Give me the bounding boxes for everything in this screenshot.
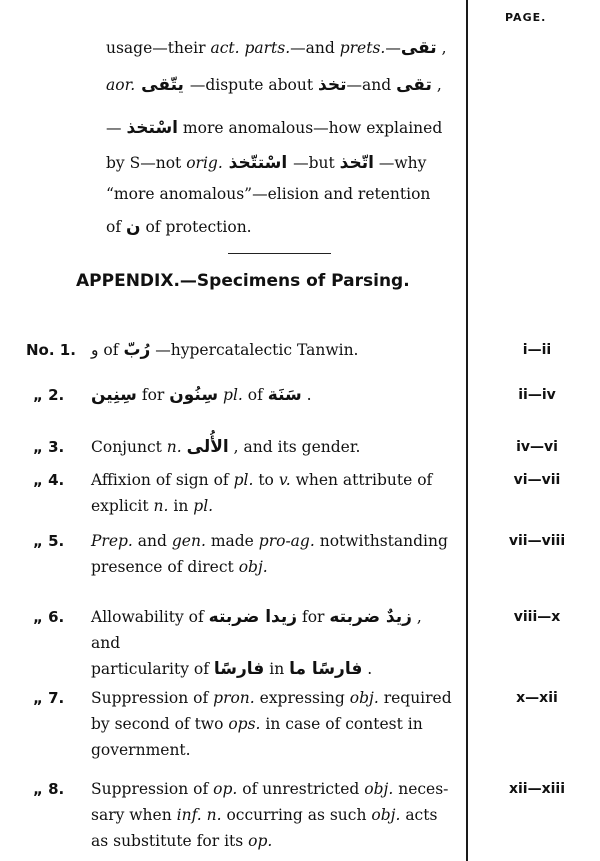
text-run: usage—their: [106, 39, 211, 57]
italic-run: obj.: [238, 558, 268, 576]
page-range: vi—vii: [513, 472, 561, 488]
text-run: government.: [91, 741, 191, 759]
continuation-line-6: [106, 217, 252, 237]
italic-run: pro-ag.: [258, 532, 315, 550]
italic-run: op.: [248, 832, 273, 850]
italic-run: n.: [166, 438, 182, 456]
entry-number: „ 6.: [33, 608, 65, 626]
text-run: for: [297, 608, 330, 626]
entry-text: [91, 467, 455, 519]
page-range: x—xii: [516, 690, 558, 706]
entry-text-line: [91, 802, 455, 828]
italic-run: obj.: [371, 806, 401, 824]
entry-number: „ 7.: [33, 689, 65, 707]
text-run: to: [253, 471, 279, 489]
italic-run: pl.: [223, 386, 243, 404]
italic-run: ops.: [228, 715, 261, 733]
entry-text-line: [91, 493, 455, 519]
entry-text: [91, 382, 455, 408]
arabic-letter: ن: [126, 217, 141, 237]
page-column-header: PAGE.: [505, 11, 547, 24]
arabic-word: رُبّ: [123, 340, 151, 360]
text-run: Suppression of: [91, 689, 214, 707]
text-run: of: [242, 386, 268, 404]
continuation-line-1: [106, 38, 447, 58]
entry-text-line: [91, 382, 455, 408]
entry-number: „ 3.: [33, 438, 65, 456]
italic-run: orig.: [186, 154, 223, 172]
page-range: viii—x: [513, 609, 561, 625]
text-run: —and: [290, 39, 340, 57]
italic-run: v.: [278, 471, 291, 489]
text-run: of protection.: [140, 218, 252, 236]
text-run: , and: [91, 608, 422, 652]
entry-text-line: [91, 656, 455, 682]
page-range: iv—vi: [516, 439, 558, 455]
text-run: .: [301, 386, 312, 404]
page-range: i—ii: [522, 342, 552, 358]
entry-text-line: [91, 467, 455, 493]
entry-number: „ 4.: [33, 471, 65, 489]
text-run: by S—not: [106, 154, 187, 172]
arabic-word: زيدٌ ضربته: [329, 607, 412, 627]
text-run: made: [205, 532, 259, 550]
entry-text: [91, 337, 455, 363]
italic-run: pron.: [213, 689, 255, 707]
italic-run: act. parts.: [210, 39, 291, 57]
arabic-word: سِنِين: [91, 385, 137, 405]
entry-text-line: [91, 685, 455, 711]
text-run: Allowability of: [91, 608, 209, 626]
text-run: —: [106, 119, 127, 137]
italic-run: n.: [153, 497, 169, 515]
entry-text-line: [91, 828, 455, 854]
italic-run: aor.: [106, 76, 136, 94]
arabic-word: فارسًا ما: [289, 659, 363, 679]
entry-text-line: [91, 528, 455, 554]
italic-run: obj.: [364, 780, 394, 798]
italic-run: op.: [213, 780, 238, 798]
text-run: in: [168, 497, 194, 515]
text-run: neces-: [393, 780, 449, 798]
continuation-line-4: [106, 153, 426, 173]
text-run: in: [264, 660, 290, 678]
arabic-word: تقى: [396, 75, 432, 95]
page-range: xii—xiii: [508, 781, 566, 797]
italic-run: obj.: [349, 689, 379, 707]
entry-number: „ 5.: [33, 532, 65, 550]
text-run: sary when: [91, 806, 177, 824]
entry-number: „ 8.: [33, 780, 65, 798]
arabic-word: تقى: [400, 38, 437, 58]
text-run: —hypercatalectic Tanwin.: [150, 341, 359, 359]
arabic-word: سِنُون: [169, 385, 219, 405]
text-run: when attribute of: [290, 471, 433, 489]
entry-text: [91, 685, 455, 763]
arabic-word: اتّخذ: [339, 153, 374, 173]
arabic-word: الأُلى: [186, 437, 229, 457]
text-run: and: [132, 532, 172, 550]
arabic-word: زيدا ضربته: [208, 607, 298, 627]
italic-run: pl.: [233, 471, 254, 489]
arabic-word: اسْتخذ: [126, 118, 178, 138]
italic-run: gen.: [171, 532, 206, 550]
entry-text-line: [91, 711, 455, 737]
entry-text-line: [91, 434, 455, 460]
text-run: .: [362, 660, 373, 678]
italic-run: prets.: [339, 39, 386, 57]
arabic-word: فارسًا: [213, 659, 265, 679]
text-run: occurring as such: [221, 806, 372, 824]
entry-text-line: [91, 604, 455, 656]
arabic-word: يتّقى: [135, 75, 190, 95]
text-run: , and its gender.: [228, 438, 361, 456]
italic-run: Prep.: [91, 532, 133, 550]
text-run: —but: [293, 154, 340, 172]
text-run: Suppression of: [91, 780, 214, 798]
text-run: required: [378, 689, 452, 707]
text-run: Affixion of sign of: [91, 471, 234, 489]
text-run: —why: [373, 154, 427, 172]
text-run: acts: [400, 806, 438, 824]
entry-number: No. 1.: [26, 341, 76, 359]
entry-text: [91, 776, 455, 854]
text-run: —: [385, 39, 401, 57]
text-run: —and: [346, 76, 397, 94]
entry-text: [91, 434, 455, 460]
arabic-word: سَنَة: [267, 385, 302, 405]
text-run: explicit: [91, 497, 154, 515]
text-run: of: [106, 218, 126, 236]
page-range: ii—iv: [518, 387, 556, 403]
section-divider: [228, 253, 331, 254]
page-range: vii—viii: [508, 533, 566, 549]
entry-number: „ 2.: [33, 386, 65, 404]
entry-text-line: [91, 737, 455, 763]
text-run: ,: [436, 39, 447, 57]
entry-text: [91, 604, 455, 682]
text-run: in case of contest in: [260, 715, 423, 733]
entry-text-line: [91, 554, 455, 580]
column-divider: [466, 0, 468, 861]
text-run: by second of two: [91, 715, 229, 733]
text-run: —dispute about: [189, 76, 319, 94]
text-run: notwithstanding: [314, 532, 448, 550]
entry-text-line: [91, 337, 455, 363]
arabic-word: تخذ: [318, 75, 347, 95]
arabic-word: اسْتتّخذ: [222, 153, 294, 173]
text-run: Conjunct: [91, 438, 167, 456]
entry-text-line: [91, 776, 455, 802]
text-run: more anomalous—how explained: [178, 119, 443, 137]
italic-run: inf. n.: [176, 806, 222, 824]
text-run: expressing: [254, 689, 350, 707]
text-run: presence of direct: [91, 558, 239, 576]
italic-run: pl.: [193, 497, 214, 515]
appendix-heading: APPENDIX.—Specimens of Parsing.: [76, 271, 410, 291]
text-run: of unrestricted: [237, 780, 365, 798]
continuation-line-5: “more anomalous”—elision and retention: [106, 185, 431, 203]
text-run: particularity of: [91, 660, 214, 678]
continuation-line-3: [106, 118, 442, 138]
text-run: و: [91, 341, 99, 359]
text-run: for: [136, 386, 170, 404]
text-run: of: [98, 341, 124, 359]
entry-text: [91, 528, 455, 580]
text-run: as substitute for its: [91, 832, 249, 850]
text-run: ,: [431, 76, 442, 94]
continuation-line-2: [106, 75, 442, 95]
